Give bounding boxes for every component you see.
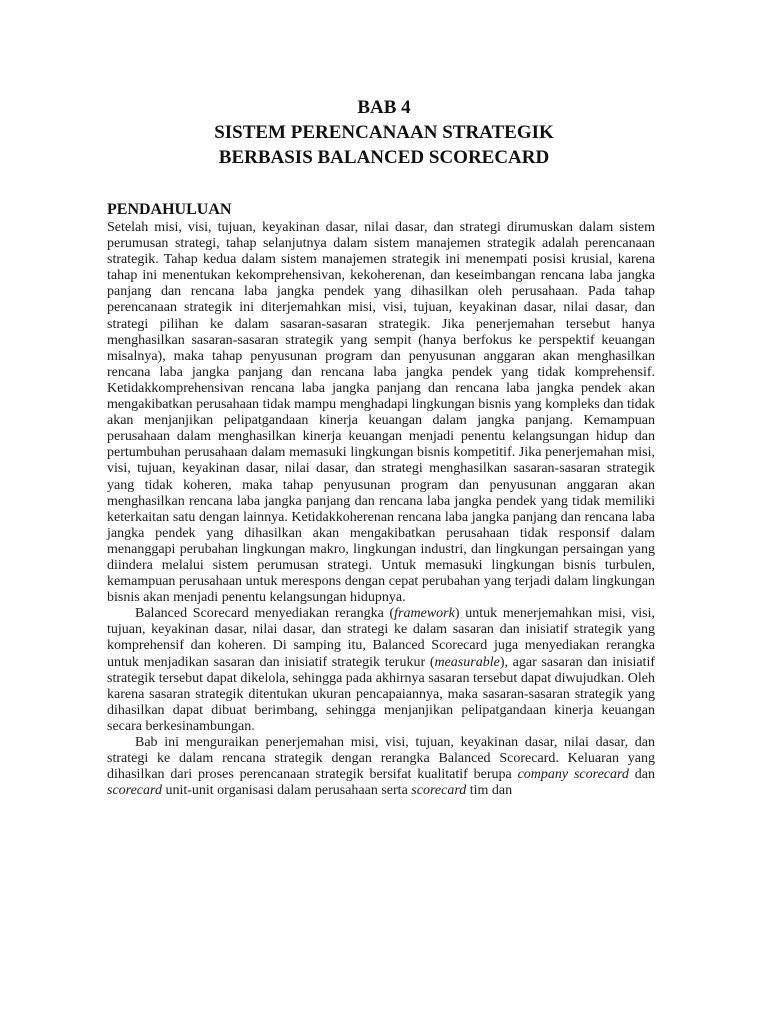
paragraph: [107, 220, 655, 606]
paragraph-text: dan: [628, 767, 655, 783]
paragraph-text: ) untuk menerjemahkan misi, visi, tujuan, keyakinan dasar, nilai dasar, dan strategi ke dalam sasaran dan inisiatif strategik yang komprehensif dan koheren. Di samping itu, Balanced Scorecard juga menyediakan rerangka untuk menjadikan sasaran dan inisiatif strategik terukur (: [107, 606, 655, 670]
italic-text: framework: [394, 606, 455, 622]
paragraph-text: ), agar sasaran dan inisiatif strategik tersebut dapat dikelola, sehingga pada akhirnya sasaran tersebut dapat diwujudkan. Oleh karena sasaran strategik ditentukan ukuran pencapaiannya, maka sasaran-sasaran strategik yang dihasilkan dapat dibuat berimbang, sehingga menjanjikan pelipatgandaan kinerja keuangan secara berkesinambungan.: [107, 654, 655, 734]
paragraph-text: Bab ini menguraikan penerjemahan misi, visi, tujuan, keyakinan dasar, nilai dasar, dan strategi ke dalam rencana strategik dengan rerangka Balanced Scorecard. Keluaran yang dihasilkan dari proses perencanaan strategik bersifat kualitatif berupa: [107, 735, 655, 783]
paragraph: [107, 735, 655, 799]
italic-text: company scorecard: [517, 767, 629, 783]
section-heading: PENDAHULUAN: [107, 201, 232, 218]
chapter-title-line-1: SISTEM PERENCANAAN STRATEGIK: [214, 122, 554, 143]
chapter-number: BAB 4: [357, 97, 411, 118]
italic-text: scorecard: [411, 783, 467, 799]
italic-text: scorecard: [107, 783, 162, 799]
chapter-title-line-2: BERBASIS BALANCED SCORECARD: [218, 147, 550, 168]
paragraph-text: Setelah misi, visi, tujuan, keyakinan dasar, nilai dasar, dan strategi dirumuskan dalam sistem perumusan strategi, tahap selanjutnya dalam sistem manajemen strategik adalah perencanaan strategik. Tahap kedua dalam sistem manajemen strategik ini menempati posisi krusial, karena tahap ini menentukan kekomprehensivan, kekoherenan, dan keseimbangan rencana laba jangka panjang dan rencana laba jangka pendek yang dihasilkan oleh perusahaan. Pada tahap perencanaan strategik ini diterjemahkan misi, visi, tujuan, keyakinan dasar, nilai dasar, dan strategi pilihan ke dalam sasaran-sasaran strategik. Jika penerjemahan tersebut hanya menghasilkan sasaran-sasaran strategik yang sempit (hanya berfokus ke perspektif keuangan misalnya), maka tahap penyusunan program dan penyusunan anggaran akan menghasilkan rencana laba jangka panjang dan rencana laba jangka pendek yang tidak komprehensif. Ketidakkomprehensivan rencana laba jangka panjang dan rencana laba jangka pendek akan mengakibatkan perusahaan tidak mampu menghadapi lingkungan bisnis yang kompleks dan tidak akan menjanjikan pelipatgandaan kinerja keuangan dalam jangka panjang. Kemampuan perusahaan dalam menghasilkan kinerja keuangan menjadi penentu kelangsungan hidup dan pertumbuhan perusahaan dalam memasuki lingkungan bisnis kompetitif. Jika penerjemahan misi, visi, tujuan, keyakinan dasar, nilai dasar, dan strategi menghasilkan sasaran-sasaran strategik yang tidak koheren, maka tahap penyusunan program dan penyusunan anggaran akan menghasilkan rencana laba jangka panjang dan rencana laba jangka pendek yang tidak memiliki keterkaitan satu dengan lainnya. Ketidakkoherenan rencana laba jangka panjang dan rencana laba jangka pendek yang dihasilkan akan mengakibatkan perusahaan tidak responsif dalam menanggapi perubahan lingkungan makro, lingkungan industri, dan lingkungan persaingan yang diindera melalui sistem perumusan strategi. Untuk memasuki lingkungan bisnis turbulen, kemampuan perusahaan untuk merespons dengan cepat perubahan yang terjadi dalam lingkungan bisnis akan menjadi penentu kelangsungan hidupnya.: [107, 220, 655, 606]
italic-text: measurable: [434, 654, 500, 670]
paragraph-text: Balanced Scorecard menyediakan rerangka (: [135, 606, 395, 622]
paragraph-text: unit-unit organisasi dalam perusahaan serta: [161, 783, 412, 799]
paragraph-text: tim dan: [466, 783, 513, 799]
paragraph: [107, 606, 655, 735]
body-text: [107, 220, 655, 799]
